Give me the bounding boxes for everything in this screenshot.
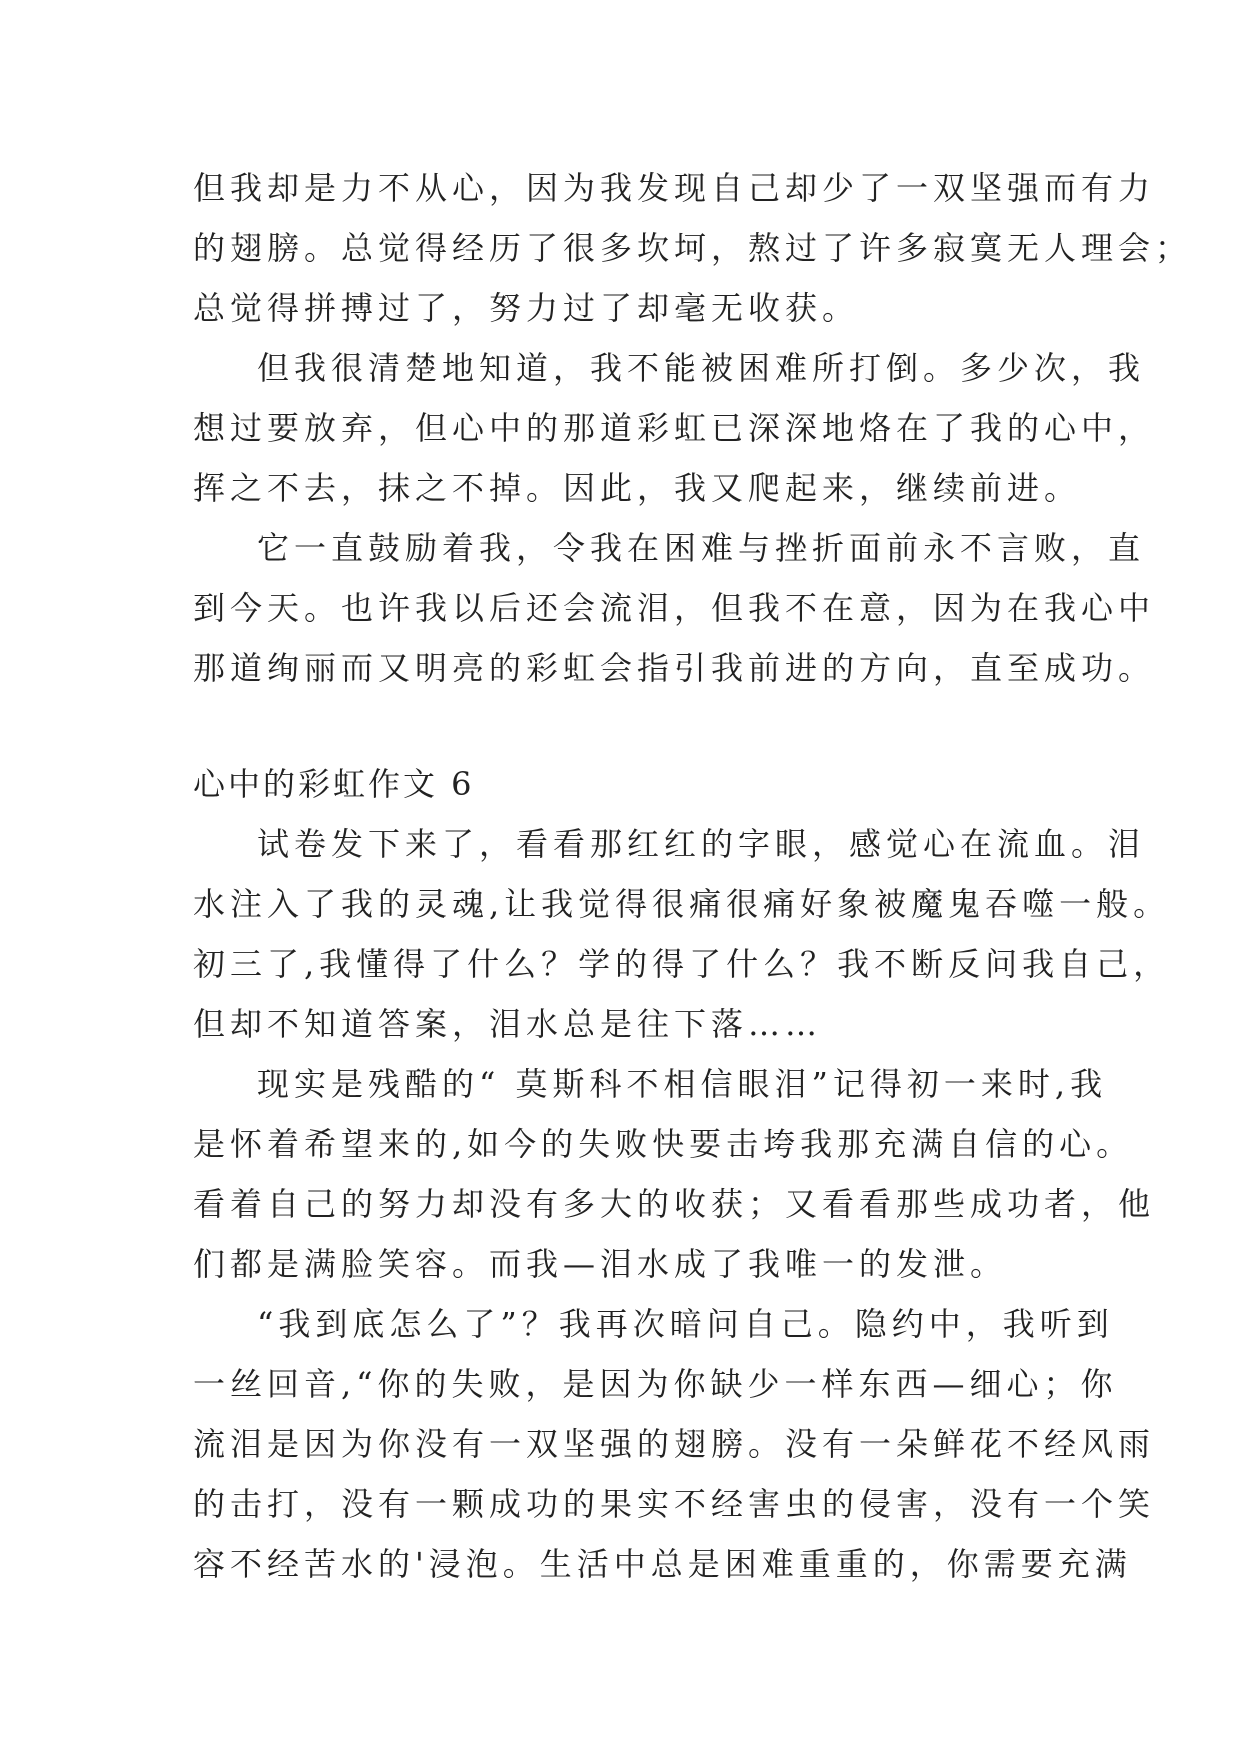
text-line: 的翅膀。总觉得经历了很多坎坷，熬过了许多寂寞无人理会； bbox=[193, 229, 1193, 267]
text-line: 但却不知道答案，泪水总是往下落…… bbox=[193, 1005, 823, 1043]
text-line: 一丝回音,“你的失败，是因为你缺少一样东西—细心；你 bbox=[193, 1365, 1118, 1403]
text-line: 但我很清楚地知道，我不能被困难所打倒。多少次，我 bbox=[257, 349, 1146, 387]
text-line: 容不经苦水的'浸泡。生活中总是困难重重的，你需要充满 bbox=[193, 1545, 1132, 1583]
text-line: 流泪是因为你没有一双坚强的翅膀。没有一朵鲜花不经风雨 bbox=[193, 1425, 1156, 1463]
paragraph bbox=[193, 814, 1171, 1054]
paragraph bbox=[193, 518, 1156, 698]
text-line: 试卷发下来了，看看那红红的字眼，感觉心在流血。泪 bbox=[257, 825, 1146, 863]
paragraph bbox=[193, 1054, 1156, 1294]
text-line: 的击打，没有一颗成功的果实不经害虫的侵害，没有一个笑 bbox=[193, 1485, 1156, 1523]
paragraph bbox=[193, 1294, 1156, 1594]
text-line: 看着自己的努力却没有多大的收获；又看看那些成功者，他 bbox=[193, 1185, 1156, 1223]
text-line: 们都是满脸笑容。而我—泪水成了我唯一的发泄。 bbox=[193, 1245, 1008, 1283]
paragraph bbox=[193, 158, 1193, 338]
text-line: 想过要放弃，但心中的那道彩虹已深深地烙在了我的心中， bbox=[193, 409, 1156, 447]
text-line: “我到底怎么了”？我再次暗问自己。隐约中，我听到 bbox=[257, 1305, 1114, 1343]
paragraph bbox=[193, 338, 1156, 518]
section-spacer bbox=[193, 698, 1063, 754]
text-line: 但我却是力不从心，因为我发现自己却少了一双坚强而有力 bbox=[193, 169, 1156, 207]
text-line: 是怀着希望来的,如今的失败快要击垮我那充满自信的心。 bbox=[193, 1125, 1134, 1163]
text-line: 现实是残酷的“ 莫斯科不相信眼泪”记得初一来时,我 bbox=[257, 1065, 1108, 1103]
text-line: 水注入了我的灵魂,让我觉得很痛很痛好象被魔鬼吞噬一般。 bbox=[193, 885, 1171, 923]
text-line: 初三了,我懂得了什么？学的得了什么？我不断反问我自己， bbox=[193, 945, 1171, 983]
text-line: 总觉得拼搏过了，努力过了却毫无收获。 bbox=[193, 289, 860, 327]
text-line: 它一直鼓励着我，令我在困难与挫折面前永不言败，直 bbox=[257, 529, 1146, 567]
section-title: 心中的彩虹作文 6 bbox=[193, 765, 475, 803]
document-body bbox=[193, 158, 1193, 1594]
text-line: 到今天。也许我以后还会流泪，但我不在意，因为在我心中 bbox=[193, 589, 1156, 627]
text-line: 那道绚丽而又明亮的彩虹会指引我前进的方向，直至成功。 bbox=[193, 649, 1156, 687]
text-line: 挥之不去，抹之不掉。因此，我又爬起来，继续前进。 bbox=[193, 469, 1082, 507]
